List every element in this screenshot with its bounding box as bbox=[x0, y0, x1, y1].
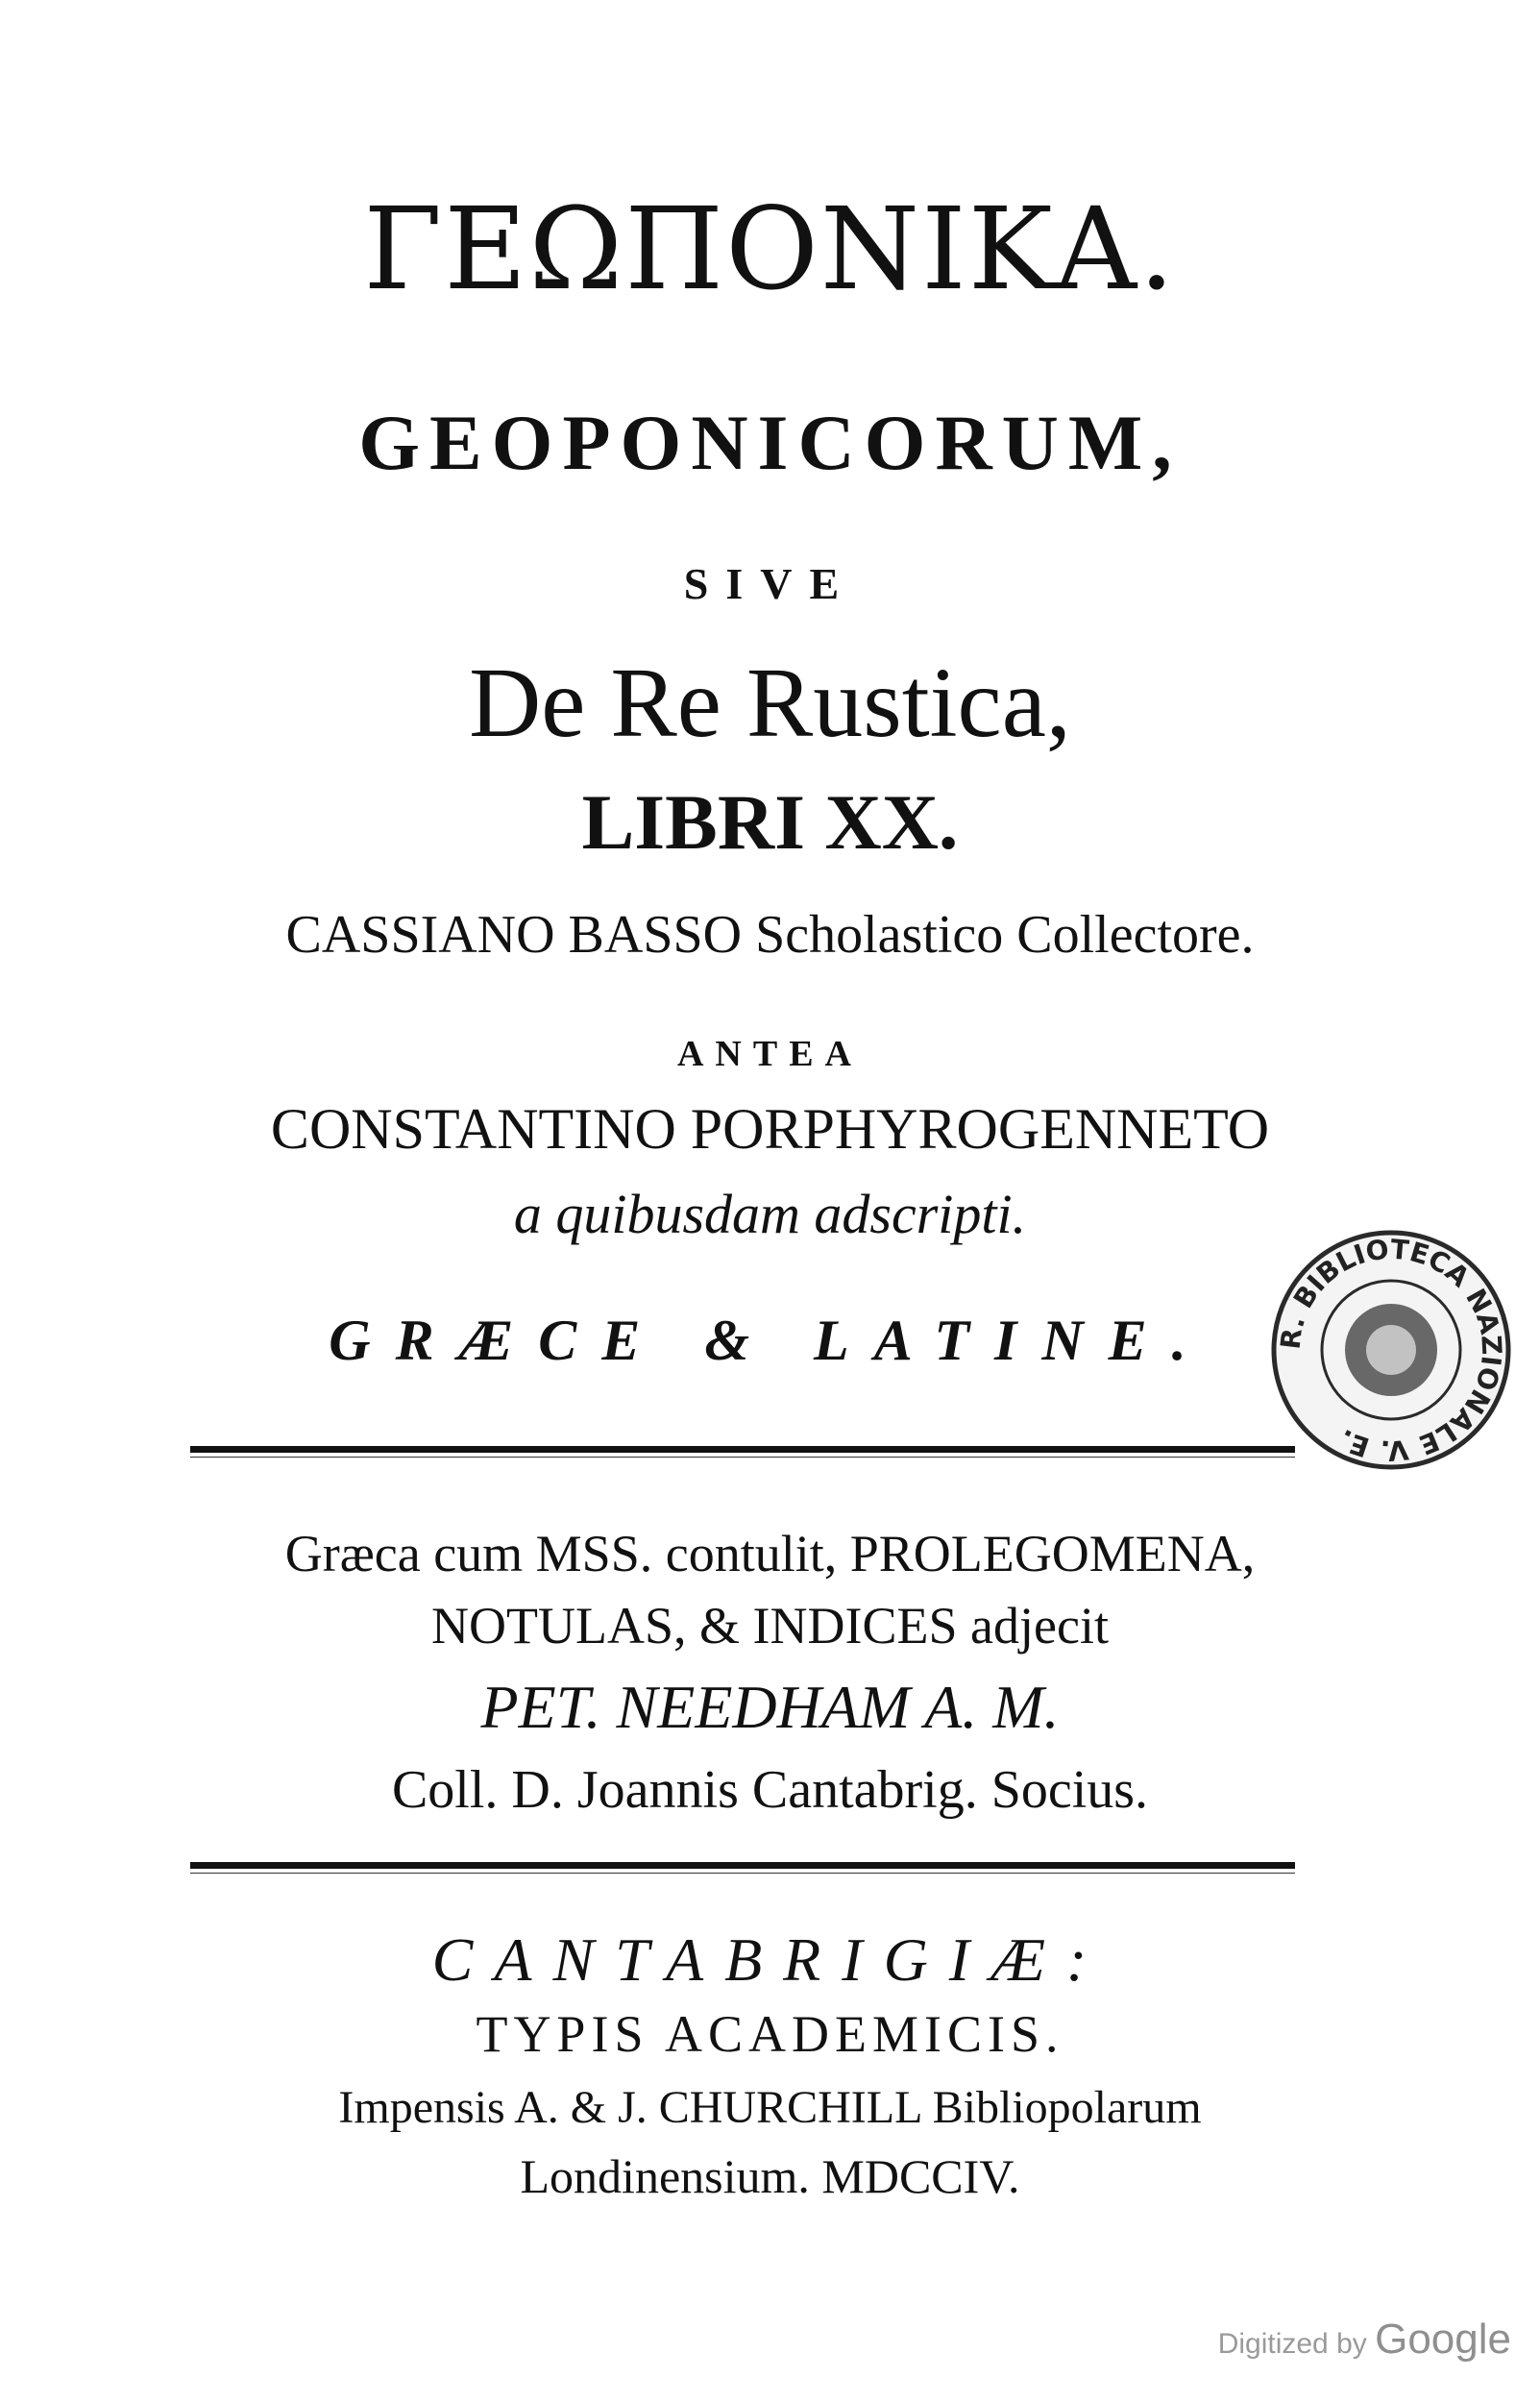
imprint-typis: TYPIS ACADEMICIS. bbox=[476, 2005, 1064, 2063]
subtitle-de-re-rustica: De Re Rustica, bbox=[469, 648, 1071, 758]
horizontal-rule bbox=[190, 1862, 1295, 1869]
watermark-prefix: Digitized by bbox=[1217, 2328, 1367, 2360]
contulit-line: Græca cum MSS. contulit, PROLEGOMENA, bbox=[284, 1525, 1256, 1582]
collector-line: CASSIANO BASSO Scholastico Collectore. bbox=[285, 905, 1255, 965]
antea-line: ANTEA bbox=[676, 1034, 864, 1074]
graece-latine-line: GRÆCE & LATINE. bbox=[329, 1309, 1211, 1372]
editor-name: PET. NEEDHAM A. M. bbox=[480, 1673, 1060, 1741]
imprint-date: Londinensium. MDCCIV. bbox=[520, 2149, 1020, 2203]
imprint-city: CANTABRIGIÆ: bbox=[431, 1925, 1109, 1994]
libri-line: LIBRI XX. bbox=[581, 778, 959, 866]
horizontal-rule bbox=[190, 1446, 1295, 1453]
imprint-impensis: Impensis A. & J. CHURCHILL Bibliopolarum bbox=[338, 2082, 1202, 2133]
notulas-line: NOTULAS, & INDICES adjecit bbox=[431, 1597, 1109, 1654]
constantino-line: CONSTANTINO PORPHYROGENNETO bbox=[270, 1097, 1270, 1161]
google-logo: Google bbox=[1375, 2316, 1511, 2363]
adscripti-line: a quibusdam adscripti. bbox=[513, 1183, 1027, 1245]
digitized-watermark bbox=[1218, 2316, 1511, 2364]
library-stamp-icon bbox=[1266, 1225, 1516, 1475]
college-line: Coll. D. Joannis Cantabrig. Socius. bbox=[391, 1760, 1149, 1820]
stamp-text: R. BIBLIOTECA NAZIONALE V. E. bbox=[1274, 1233, 1508, 1467]
greek-title: ΓΕΩΠΟΝΙΚΑ. bbox=[363, 183, 1177, 315]
sive-line: SIVE bbox=[683, 559, 857, 608]
latin-title: GEOPONICORUM, bbox=[358, 399, 1182, 486]
